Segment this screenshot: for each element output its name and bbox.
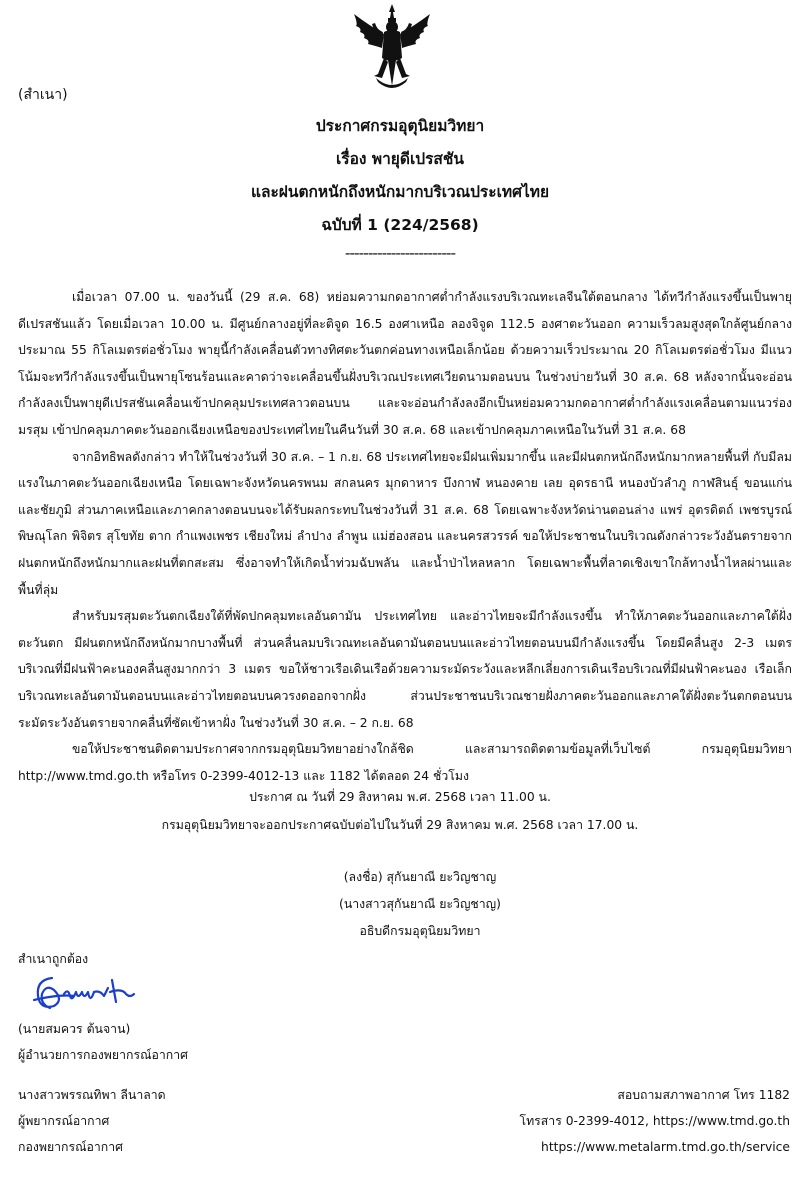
certifier-name: (นายสมควร ต้นจาน) [18,1022,131,1036]
forecaster-block [18,1082,166,1160]
signatory-block [290,864,550,945]
forecaster-role: ผู้พยากรณ์อากาศ [18,1114,110,1128]
next-announcement: กรมอุตุนิยมวิทยาจะออกประกาศฉบับต่อไปในวันที่ 29 สิงหาคม พ.ศ. 2568 เวลา 17.00 น. [161,818,639,832]
body-paragraph-4: ขอให้ประชาชนติดตามประกาศจากกรมอุตุนิยมวิทยาอย่างใกล้ชิด และสามารถติดตามข้อมูลที่เว็บไซต์ กรมอุตุนิยมวิทยา http://www.tmd.go.th หรือโทร 0-2399-4012-13 และ 1182 ได้ตลอด 24 ชั่วโมง [18,742,792,783]
certifier-position: ผู้อำนวยการกองพยากรณ์อากาศ [18,1048,188,1062]
title-separator: ------------------------ [344,244,456,262]
certified-copy-label: สำเนาถูกต้อง [18,952,89,966]
announcement-title: ประกาศกรมอุตุนิยมวิทยา [315,117,485,135]
contact-service-link[interactable]: https://www.metalarm.tmd.go.th/service [541,1140,790,1154]
announcement-subject-2: และฝนตกหนักถึงหนักมากบริเวณประเทศไทย [250,183,550,201]
announcement-body [18,284,792,789]
handwritten-signature [30,970,140,1016]
body-paragraph-1: เมื่อเวลา 07.00 น. ของวันนี้ (29 ส.ค. 68) หย่อมความกดอากาศต่ำกำลังแรงบริเวณทะเลจีนใต้ตอนกลาง ได้ทวีกำลังแรงขึ้นเป็นพายุดีเปรสชันแล้ว โดยเมื่อเวลา 10.00 น. มีศูนย์กลางอยู่ที่ละติจูด 16.5 องศาเหนือ ลองจิจูด 112.5 องศาตะวันออก ความเร็วลมสูงสุดใกล้ศูนย์กลางประมาณ 55 กิโลเมตรต่อชั่วโมง พายุนี้กำลังเคลื่อนตัวทางทิศตะวันตกค่อนทางเหนือเล็กน้อย ด้วยความเร็วประมาณ 20 กิโลเมตรต่อชั่วโมง มีแนวโน้มจะทวีกำลังแรงขึ้นเป็นพายุโซนร้อนและคาดว่าจะเคลื่อนขึ้นฝั่งบริเวณประเทศเวียดนามตอนบน ในช่วงบ่ายวันที่ 30 ส.ค. 68 หลังจากนั้นจะอ่อนกำลังลงเป็นพายุดีเปรสชันเคลื่อนเข้าปกคลุมประเทศลาวตอนบน และจะอ่อนกำลังลงอีกเป็นหย่อมความกดอากาศต่ำกำลังแรงเคลื่อนตามแนวร่องมรสุม เข้าปกคลุมภาคตะวันออกเฉียงเหนือของประเทศไทยในคืนวันที่ 30 ส.ค. 68 และเข้าปกคลุมภาคเหนือในวันที่ 31 ส.ค. 68 [18,290,792,437]
copy-mark: (สำเนา) [18,87,68,103]
signatory-signed: (ลงชื่อ) สุกันยาณี ยะวิญชาญ [343,870,497,884]
forecaster-division: กองพยากรณ์อากาศ [18,1140,123,1154]
body-paragraph-3: สำหรับมรสุมตะวันตกเฉียงใต้ที่พัดปกคลุมทะเลอันดามัน ประเทศไทย และอ่าวไทยจะมีกำลังแรงขึ้น ทำให้ภาคตะวันออกและภาคใต้ฝั่งตะวันตก มีฝนตกหนักถึงหนักมากบางพื้นที่ ส่วนคลื่นลมบริเวณทะเลอันดามันตอนบนและอ่าวไทยตอนบนมีกำลังแรงขึ้น โดยมีคลื่นสูง 2-3 เมตร บริเวณที่มีฝนฟ้าคะนองคลื่นสูงมากกว่า 3 เมตร ขอให้ชาวเรือเดินเรือด้วยความระมัดระวังและหลีกเลี่ยงการเดินเรือบริเวณที่มีฝนฟ้าคะนอง เรือเล็กบริเวณทะเลอันดามันตอนบนและอ่าวไทยตอนบนควรงดออกจากฝั่ง ส่วนประชาชนบริเวณชายฝั่งภาคตะวันออกและภาคใต้ฝั่งตะวันตกตอนบน ระมัดระวังอันตรายจากคลื่นที่ซัดเข้าหาฝั่ง ในช่วงวันที่ 30 ส.ค. – 2 ก.ย. 68 [18,609,792,730]
signatory-position: อธิบดีกรมอุตุนิยมวิทยา [359,924,481,938]
forecaster-name: นางสาวพรรณทิพา ลีนาลาด [18,1088,166,1102]
certifier-block [18,1016,188,1068]
signatory-name: (นางสาวสุกันยาณี ยะวิญชาญ) [339,897,501,911]
contact-phone: สอบถามสภาพอากาศ โทร 1182 [617,1088,790,1102]
issued-date: ประกาศ ณ วันที่ 29 สิงหาคม พ.ศ. 2568 เวลา 11.00 น. [249,790,551,804]
garuda-emblem-icon [346,2,438,94]
contact-block [519,1082,790,1160]
title-block [0,110,800,264]
contact-fax-web: โทรสาร 0-2399-4012, https://www.tmd.go.th [519,1114,790,1128]
body-paragraph-2: จากอิทธิพลดังกล่าว ทำให้ในช่วงวันที่ 30 ส.ค. – 1 ก.ย. 68 ประเทศไทยจะมีฝนเพิ่มมากขึ้น และมีฝนตกหนักถึงหนักมากหลายพื้นที่ กับมีลมแรงในภาคตะวันออกเฉียงเหนือ โดยเฉพาะจังหวัดนครพนม สกลนคร มุกดาหาร บึงกาฬ หนองคาย เลย อุดรธานี หนองบัวลำภู กาฬสินธุ์ ขอนแก่น และชัยภูมิ ส่วนภาคเหนือและภาคกลางตอนบนจะได้รับผลกระทบในช่วงวันที่ 31 ส.ค. 68 โดยเฉพาะจังหวัดน่านตอนล่าง แพร่ อุตรดิตถ์ เพชรบูรณ์ พิษณุโลก พิจิตร สุโขทัย ตาก กำแพงเพชร เชียงใหม่ ลำปาง ลำพูน แม่ฮ่องสอน และนครสวรรค์ ขอให้ประชาชนในบริเวณดังกล่าวระวังอันตรายจากฝนตกหนักถึงหนักมากและฝนที่ตกสะสม ซึ่งอาจทำให้เกิดน้ำท่วมฉับพลัน และน้ำป่าไหลหลาก โดยเฉพาะพื้นที่ลาดเชิงเขาใกล้ทางน้ำไหลผ่านและพื้นที่ลุ่ม [18,449,792,597]
announcement-subject: เรื่อง พายุดีเปรสชัน [335,150,464,168]
announcement-number: ฉบับที่ 1 (224/2568) [321,216,479,234]
